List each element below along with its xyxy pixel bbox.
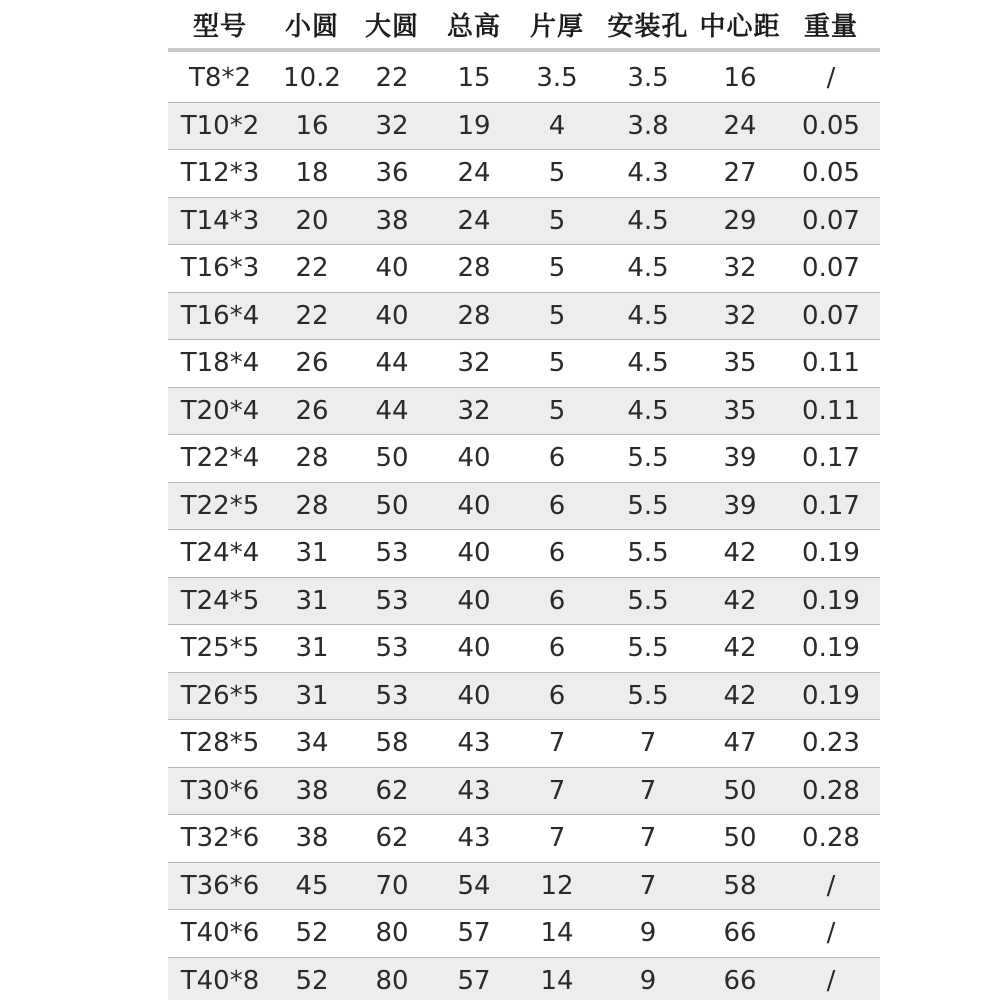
cell-model: T36*6: [180, 870, 260, 901]
table-row: [168, 673, 880, 721]
cell-weight: 0.07: [802, 205, 860, 236]
table-row: [168, 198, 880, 246]
cell-mounting-hole: 5.5: [627, 585, 669, 616]
table-row: [168, 910, 880, 958]
cell-thickness: 12: [540, 870, 574, 901]
cell-total-height: 32: [457, 348, 491, 379]
cell-total-height: 40: [457, 538, 491, 569]
cell-large-circle: 58: [375, 728, 409, 759]
cell-center-distance: 29: [723, 205, 757, 236]
cell-weight: 0.17: [802, 443, 860, 474]
cell-center-distance: 32: [723, 300, 757, 331]
cell-large-circle: 53: [375, 633, 409, 664]
cell-large-circle: 62: [375, 775, 409, 806]
cell-small-circle: 31: [295, 633, 329, 664]
cell-center-distance: 42: [723, 633, 757, 664]
cell-small-circle: 10.2: [283, 63, 341, 94]
cell-thickness: 6: [548, 680, 566, 711]
cell-mounting-hole: 7: [639, 870, 657, 901]
cell-center-distance: 58: [723, 870, 757, 901]
cell-total-height: 19: [457, 110, 491, 141]
cell-total-height: 57: [457, 918, 491, 949]
cell-thickness: 4: [548, 110, 566, 141]
table-row: [168, 578, 880, 626]
cell-large-circle: 53: [375, 585, 409, 616]
cell-model: T24*5: [180, 585, 260, 616]
cell-total-height: 40: [457, 585, 491, 616]
cell-large-circle: 32: [375, 110, 409, 141]
cell-center-distance: 35: [723, 348, 757, 379]
cell-thickness: 7: [548, 775, 566, 806]
cell-thickness: 5: [548, 158, 566, 189]
table-row: [168, 388, 880, 436]
cell-center-distance: 66: [723, 918, 757, 949]
cell-thickness: 5: [548, 348, 566, 379]
cell-mounting-hole: 4.3: [627, 158, 669, 189]
cell-small-circle: 22: [295, 253, 329, 284]
cell-mounting-hole: 7: [639, 823, 657, 854]
cell-center-distance: 27: [723, 158, 757, 189]
cell-center-distance: 16: [723, 63, 757, 94]
cell-small-circle: 52: [295, 965, 329, 996]
cell-center-distance: 42: [723, 680, 757, 711]
cell-model: T8*2: [189, 63, 251, 94]
header-total-height: 总高: [446, 11, 501, 42]
cell-small-circle: 16: [295, 110, 329, 141]
cell-model: T10*2: [180, 110, 260, 141]
cell-thickness: 5: [548, 253, 566, 284]
cell-weight: /: [826, 918, 836, 949]
cell-small-circle: 31: [295, 585, 329, 616]
cell-weight: 0.28: [802, 823, 860, 854]
table-row: [168, 625, 880, 673]
cell-model: T40*6: [180, 918, 260, 949]
cell-small-circle: 31: [295, 538, 329, 569]
cell-model: T30*6: [180, 775, 260, 806]
cell-small-circle: 34: [295, 728, 329, 759]
cell-model: T18*4: [180, 348, 260, 379]
cell-large-circle: 44: [375, 348, 409, 379]
cell-large-circle: 36: [375, 158, 409, 189]
cell-large-circle: 53: [375, 680, 409, 711]
cell-large-circle: 44: [375, 395, 409, 426]
cell-weight: 0.11: [802, 395, 860, 426]
cell-large-circle: 22: [375, 63, 409, 94]
cell-total-height: 24: [457, 205, 491, 236]
cell-mounting-hole: 5.5: [627, 633, 669, 664]
cell-model: T24*4: [180, 538, 260, 569]
table-row: [168, 530, 880, 578]
cell-center-distance: 32: [723, 253, 757, 284]
cell-center-distance: 66: [723, 965, 757, 996]
cell-large-circle: 50: [375, 490, 409, 521]
cell-mounting-hole: 9: [639, 965, 657, 996]
cell-weight: 0.19: [802, 585, 860, 616]
table-row: [168, 245, 880, 293]
cell-total-height: 28: [457, 300, 491, 331]
cell-model: T16*3: [180, 253, 260, 284]
cell-weight: 0.19: [802, 633, 860, 664]
cell-thickness: 5: [548, 300, 566, 331]
cell-thickness: 5: [548, 205, 566, 236]
cell-total-height: 32: [457, 395, 491, 426]
cell-model: T26*5: [180, 680, 260, 711]
cell-total-height: 54: [457, 870, 491, 901]
cell-large-circle: 70: [375, 870, 409, 901]
cell-total-height: 43: [457, 823, 491, 854]
cell-mounting-hole: 5.5: [627, 490, 669, 521]
cell-weight: 0.28: [802, 775, 860, 806]
cell-small-circle: 38: [295, 823, 329, 854]
cell-small-circle: 28: [295, 443, 329, 474]
cell-mounting-hole: 4.5: [627, 348, 669, 379]
cell-thickness: 14: [540, 965, 574, 996]
cell-model: T20*4: [180, 395, 260, 426]
cell-weight: 0.05: [802, 110, 860, 141]
cell-thickness: 6: [548, 443, 566, 474]
table-row: [168, 340, 880, 388]
cell-model: T16*4: [180, 300, 260, 331]
table-row: [168, 435, 880, 483]
cell-thickness: 6: [548, 585, 566, 616]
cell-small-circle: 26: [295, 395, 329, 426]
cell-mounting-hole: 9: [639, 918, 657, 949]
cell-center-distance: 42: [723, 538, 757, 569]
cell-thickness: 6: [548, 538, 566, 569]
cell-large-circle: 38: [375, 205, 409, 236]
cell-mounting-hole: 7: [639, 728, 657, 759]
header-thickness: 片厚: [529, 11, 584, 42]
cell-small-circle: 52: [295, 918, 329, 949]
header-weight: 重量: [803, 11, 858, 42]
table-row: [168, 720, 880, 768]
cell-mounting-hole: 4.5: [627, 253, 669, 284]
cell-large-circle: 50: [375, 443, 409, 474]
cell-weight: 0.07: [802, 253, 860, 284]
cell-large-circle: 53: [375, 538, 409, 569]
cell-total-height: 40: [457, 633, 491, 664]
cell-thickness: 6: [548, 490, 566, 521]
cell-weight: 0.19: [802, 538, 860, 569]
cell-weight: 0.19: [802, 680, 860, 711]
cell-mounting-hole: 4.5: [627, 205, 669, 236]
header-small-circle: 小圆: [284, 11, 339, 42]
cell-model: T14*3: [180, 205, 260, 236]
cell-small-circle: 18: [295, 158, 329, 189]
cell-large-circle: 40: [375, 300, 409, 331]
cell-model: T40*8: [180, 965, 260, 996]
cell-center-distance: 24: [723, 110, 757, 141]
spec-table: [168, 0, 880, 1000]
table-row: [168, 150, 880, 198]
header-center-distance: 中心距: [699, 11, 781, 42]
table-row: [168, 863, 880, 911]
cell-total-height: 40: [457, 490, 491, 521]
cell-mounting-hole: 5.5: [627, 538, 669, 569]
cell-model: T32*6: [180, 823, 260, 854]
cell-model: T22*5: [180, 490, 260, 521]
cell-center-distance: 50: [723, 775, 757, 806]
cell-total-height: 40: [457, 680, 491, 711]
cell-small-circle: 31: [295, 680, 329, 711]
cell-thickness: 3.5: [536, 63, 578, 94]
cell-model: T25*5: [180, 633, 260, 664]
header-large-circle: 大圆: [364, 11, 419, 42]
cell-center-distance: 39: [723, 490, 757, 521]
cell-total-height: 15: [457, 63, 491, 94]
table-row: [168, 293, 880, 341]
table-body: [168, 52, 880, 1000]
table-row: [168, 483, 880, 531]
cell-center-distance: 35: [723, 395, 757, 426]
cell-weight: /: [826, 63, 836, 94]
cell-mounting-hole: 3.5: [627, 63, 669, 94]
cell-large-circle: 80: [375, 965, 409, 996]
cell-mounting-hole: 4.5: [627, 395, 669, 426]
cell-mounting-hole: 5.5: [627, 680, 669, 711]
table-row: [168, 958, 880, 1000]
cell-model: T22*4: [180, 443, 260, 474]
table-row: [168, 55, 880, 103]
cell-mounting-hole: 5.5: [627, 443, 669, 474]
cell-mounting-hole: 4.5: [627, 300, 669, 331]
header-mounting-hole: 安装孔: [607, 11, 689, 42]
table-row: [168, 815, 880, 863]
cell-mounting-hole: 3.8: [627, 110, 669, 141]
cell-total-height: 57: [457, 965, 491, 996]
cell-total-height: 40: [457, 443, 491, 474]
cell-thickness: 6: [548, 633, 566, 664]
cell-total-height: 43: [457, 775, 491, 806]
cell-thickness: 5: [548, 395, 566, 426]
table-row: [168, 768, 880, 816]
cell-small-circle: 20: [295, 205, 329, 236]
cell-large-circle: 80: [375, 918, 409, 949]
table-header: [168, 0, 880, 52]
cell-small-circle: 38: [295, 775, 329, 806]
cell-center-distance: 42: [723, 585, 757, 616]
cell-model: T28*5: [180, 728, 260, 759]
cell-small-circle: 28: [295, 490, 329, 521]
cell-thickness: 7: [548, 823, 566, 854]
table-row: [168, 103, 880, 151]
cell-model: T12*3: [180, 158, 260, 189]
cell-total-height: 28: [457, 253, 491, 284]
cell-total-height: 24: [457, 158, 491, 189]
cell-center-distance: 50: [723, 823, 757, 854]
cell-mounting-hole: 7: [639, 775, 657, 806]
header-model: 型号: [192, 11, 247, 42]
cell-weight: 0.07: [802, 300, 860, 331]
cell-center-distance: 47: [723, 728, 757, 759]
cell-large-circle: 40: [375, 253, 409, 284]
cell-weight: /: [826, 965, 836, 996]
cell-weight: 0.05: [802, 158, 860, 189]
cell-small-circle: 22: [295, 300, 329, 331]
cell-total-height: 43: [457, 728, 491, 759]
cell-weight: 0.11: [802, 348, 860, 379]
cell-thickness: 7: [548, 728, 566, 759]
cell-thickness: 14: [540, 918, 574, 949]
cell-center-distance: 39: [723, 443, 757, 474]
cell-weight: 0.17: [802, 490, 860, 521]
cell-weight: 0.23: [802, 728, 860, 759]
cell-small-circle: 45: [295, 870, 329, 901]
cell-large-circle: 62: [375, 823, 409, 854]
cell-small-circle: 26: [295, 348, 329, 379]
cell-weight: /: [826, 870, 836, 901]
